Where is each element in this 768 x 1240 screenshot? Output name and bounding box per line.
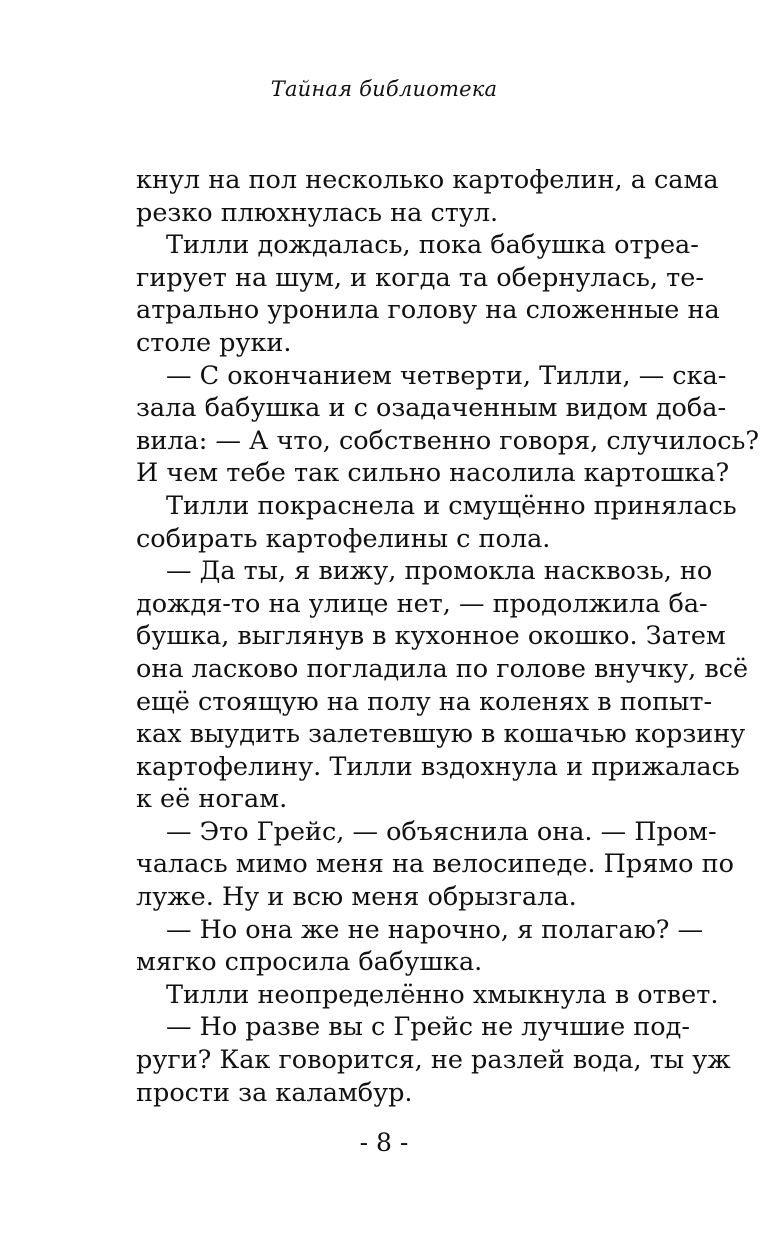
paragraph: [136, 360, 760, 490]
text-line: — Это Грейс, — объяснила она. — Пром-: [166, 816, 717, 847]
text-line: она ласково погладила по голове внучку, всё: [136, 653, 749, 684]
text-line: к её ногам.: [136, 784, 288, 815]
paragraph: [136, 816, 734, 914]
text-line: — Но она же не нарочно, я полагаю? —: [166, 914, 704, 945]
paragraph: [136, 555, 749, 816]
text-line: луже. Ну и всю меня обрызгала.: [136, 882, 577, 913]
text-line: — Но разве вы с Грейс не лучшие под-: [166, 1012, 690, 1043]
text-line: Тилли неопределённо хмыкнула в ответ.: [166, 979, 719, 1010]
text-line: мягко спросила бабушка.: [136, 947, 483, 978]
body-text: [136, 164, 760, 1109]
text-line: столе руки.: [136, 327, 292, 358]
text-line: кнул на пол несколько картофелин, а сама: [136, 165, 719, 195]
text-line: чалась мимо меня на велосипеде. Прямо по: [136, 849, 734, 880]
text-line: Тилли дождалась, пока бабушка отреа-: [166, 230, 699, 261]
text-line: резко плюхнулась на стул.: [136, 197, 499, 228]
text-line: — С окончанием четверти, Тилли, — ска-: [166, 360, 727, 391]
page-number: - 8 -: [359, 1128, 409, 1157]
paragraph: [136, 164, 719, 229]
paragraph: [136, 490, 737, 555]
text-line: картофелину. Тилли вздохнула и прижалась: [136, 751, 740, 782]
running-head: Тайная библиотека: [270, 77, 498, 101]
paragraph: [136, 1011, 731, 1109]
text-line: — Да ты, я вижу, промокла насквозь, но: [166, 556, 713, 587]
text-line: прости за каламбур.: [136, 1077, 413, 1108]
paragraph: [136, 914, 704, 979]
text-line: Тилли покраснела и смущённо принялась: [166, 490, 737, 521]
text-line: гирует на шум, и когда та обернулась, те-: [136, 262, 704, 293]
text-line: вила: — А что, собственно говоря, случилось?: [136, 425, 760, 456]
paragraph: [136, 979, 719, 1012]
paragraph: [136, 229, 720, 359]
text-line: собирать картофелины с пола.: [136, 523, 551, 554]
text-line: зала бабушка и с озадаченным видом доба-: [136, 393, 727, 424]
text-line: И чем тебе так сильно насолила картошка?: [136, 458, 730, 489]
text-line: дождя-то на улице нет, — продолжила ба-: [136, 588, 708, 619]
text-line: ещё стоящую на полу на коленях в попыт-: [136, 686, 713, 717]
text-line: руги? Как говорится, не разлей вода, ты уж: [136, 1045, 731, 1076]
text-line: атрально уронила голову на сложенные на: [136, 295, 720, 326]
text-line: бушка, выглянув в кухонное окошко. Затем: [136, 621, 726, 652]
text-line: ках выудить залетевшую в кошачью корзину: [136, 719, 746, 750]
